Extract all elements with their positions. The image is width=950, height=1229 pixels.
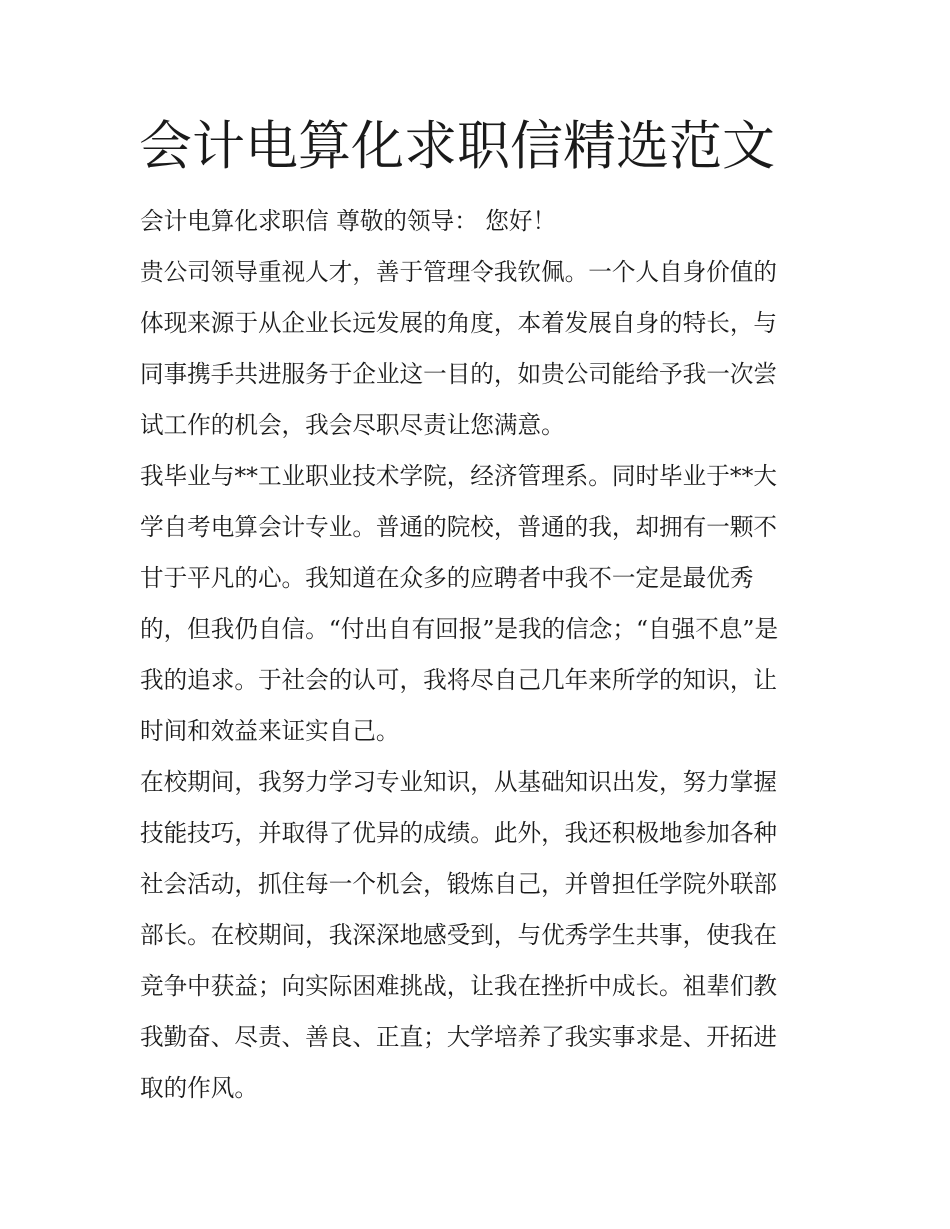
text-line: 取的作风。 xyxy=(140,1074,258,1102)
text-line: 我毕业与**工业职业技术学院，经济管理系。同时毕业于**大 xyxy=(140,462,778,490)
text-line: 会计电算化求职信 尊敬的领导： 您好！ xyxy=(140,207,557,235)
text-line: 贵公司领导重视人才，善于管理令我钦佩。一个人自身价值的 xyxy=(140,258,778,286)
text-line: 体现来源于从企业长远发展的角度，本着发展自身的特长，与 xyxy=(140,309,778,337)
text-line: 同事携手共进服务于企业这一目的，如贵公司能给予我一次尝 xyxy=(140,360,778,388)
text-line: 我的追求。于社会的认可，我将尽自己几年来所学的知识，让 xyxy=(140,666,778,694)
text-line: 我勤奋、尽责、善良、正直；大学培养了我实事求是、开拓进 xyxy=(140,1023,778,1051)
text-line: 部长。在校期间，我深深地感受到，与优秀学生共事，使我在 xyxy=(140,921,778,949)
text-line: 社会活动，抓住每一个机会，锻炼自己，并曾担任学院外联部 xyxy=(140,870,778,898)
text-line: 试工作的机会，我会尽职尽责让您满意。 xyxy=(140,411,565,439)
text-line: 在校期间，我努力学习专业知识，从基础知识出发，努力掌握 xyxy=(140,768,778,796)
document-title: 会计电算化求职信精选范文 xyxy=(139,116,775,177)
text-line: 时间和效益来证实自己。 xyxy=(140,717,400,745)
text-line: 的，但我仍自信。“付出自有回报”是我的信念；“自强不息”是 xyxy=(140,615,779,643)
text-line: 技能技巧，并取得了优异的成绩。此外，我还积极地参加各种 xyxy=(140,819,778,847)
text-line: 甘于平凡的心。我知道在众多的应聘者中我不一定是最优秀 xyxy=(140,564,754,592)
text-line: 学自考电算会计专业。普通的院校，普通的我，却拥有一颗不 xyxy=(140,513,778,541)
text-line: 竞争中获益；向实际困难挑战，让我在挫折中成长。祖辈们教 xyxy=(140,972,778,1000)
